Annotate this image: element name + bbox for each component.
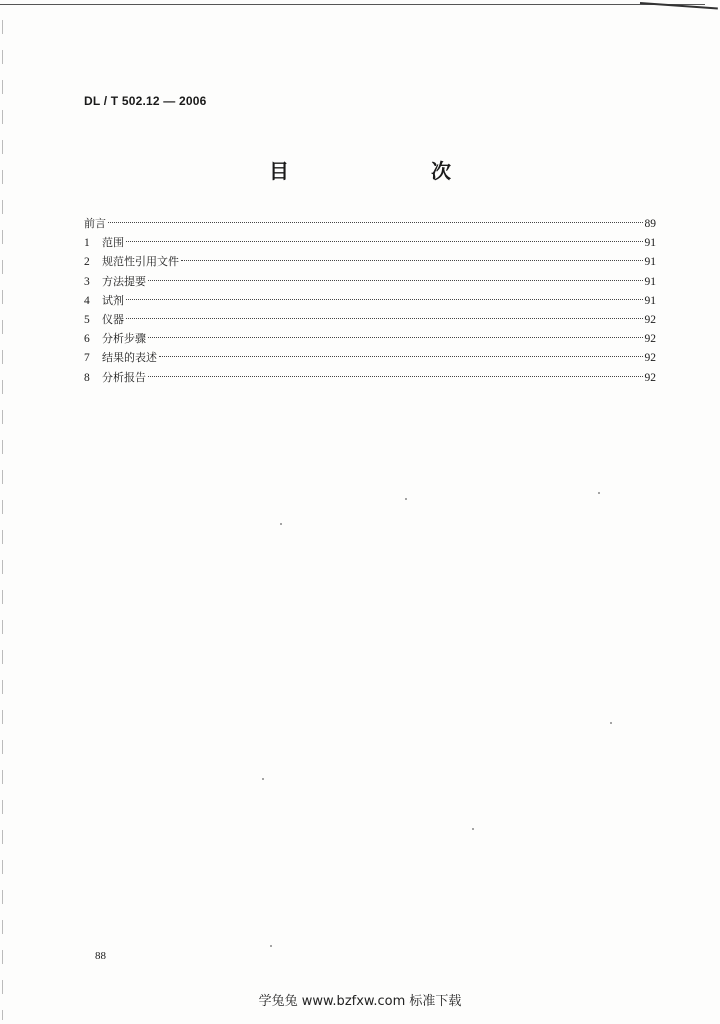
toc-entry-title: 仪器 xyxy=(102,312,124,326)
standard-id: DL / T 502.12 — 2006 xyxy=(84,94,207,108)
toc-entry-page: 91 xyxy=(644,237,656,250)
toc-entry-number: 6 xyxy=(84,333,90,346)
toc-entry-page: 92 xyxy=(644,352,656,365)
toc-leader-dots xyxy=(126,241,643,242)
toc-entry-title: 结果的表述 xyxy=(102,351,157,365)
scan-top-edge xyxy=(0,4,705,5)
toc-leader-dots xyxy=(126,299,643,300)
scan-speck xyxy=(262,778,264,780)
toc-leader-dots xyxy=(159,356,643,357)
scan-speck xyxy=(610,722,612,724)
toc-entry-4[interactable] xyxy=(84,291,656,310)
toc-entry-number: 2 xyxy=(84,256,90,269)
toc-entry-number: 4 xyxy=(84,294,90,307)
toc-entry-number: 3 xyxy=(84,275,90,288)
toc-leader-dots xyxy=(148,337,643,338)
toc-entry-1[interactable] xyxy=(84,233,656,252)
toc-entry-title: 分析报告 xyxy=(102,370,146,384)
toc-leader-dots xyxy=(181,260,643,261)
scan-speck xyxy=(598,492,600,494)
page-title: 目 次 xyxy=(269,159,485,183)
toc-entry-number: 1 xyxy=(84,237,90,250)
scan-speck xyxy=(280,523,282,525)
toc-entry-title: 范围 xyxy=(102,236,124,250)
toc-entry-page: 91 xyxy=(644,256,656,269)
toc-entry-3[interactable] xyxy=(84,272,656,291)
toc-entry-page: 92 xyxy=(644,371,656,384)
scan-speck xyxy=(270,945,272,947)
toc-entry-page: 89 xyxy=(644,218,656,230)
toc-entry-foreword[interactable] xyxy=(84,214,656,233)
toc-entry-5[interactable] xyxy=(84,310,656,329)
toc-entry-7[interactable] xyxy=(84,348,656,367)
toc-leader-dots xyxy=(108,222,643,223)
toc-leader-dots xyxy=(126,318,643,319)
scan-speck xyxy=(405,498,407,500)
toc-entry-title: 试剂 xyxy=(102,293,124,307)
toc-entry-number: 5 xyxy=(84,313,90,326)
toc-entry-title: 方法提要 xyxy=(102,274,146,288)
toc-entry-number: 8 xyxy=(84,371,90,384)
toc-entry-2[interactable] xyxy=(84,252,656,271)
watermark-text: 学兔兔 www.bzfxw.com 标准下载 xyxy=(258,994,462,1009)
toc-entry-page: 91 xyxy=(644,294,656,307)
toc-entry-title: 分析步骤 xyxy=(102,332,146,346)
toc-entry-6[interactable] xyxy=(84,329,656,348)
toc-entry-title: 规范性引用文件 xyxy=(102,255,179,269)
page-number: 88 xyxy=(95,950,106,962)
scan-speck xyxy=(472,828,474,830)
toc-leader-dots xyxy=(148,280,643,281)
toc-leader-dots xyxy=(148,376,643,377)
toc-entry-8[interactable] xyxy=(84,368,656,387)
toc-entry-page: 92 xyxy=(644,333,656,346)
toc-entry-page: 92 xyxy=(644,313,656,326)
table-of-contents xyxy=(84,214,656,387)
toc-entry-title: 前言 xyxy=(84,217,106,230)
toc-entry-page: 91 xyxy=(644,275,656,288)
toc-entry-number: 7 xyxy=(84,352,90,365)
